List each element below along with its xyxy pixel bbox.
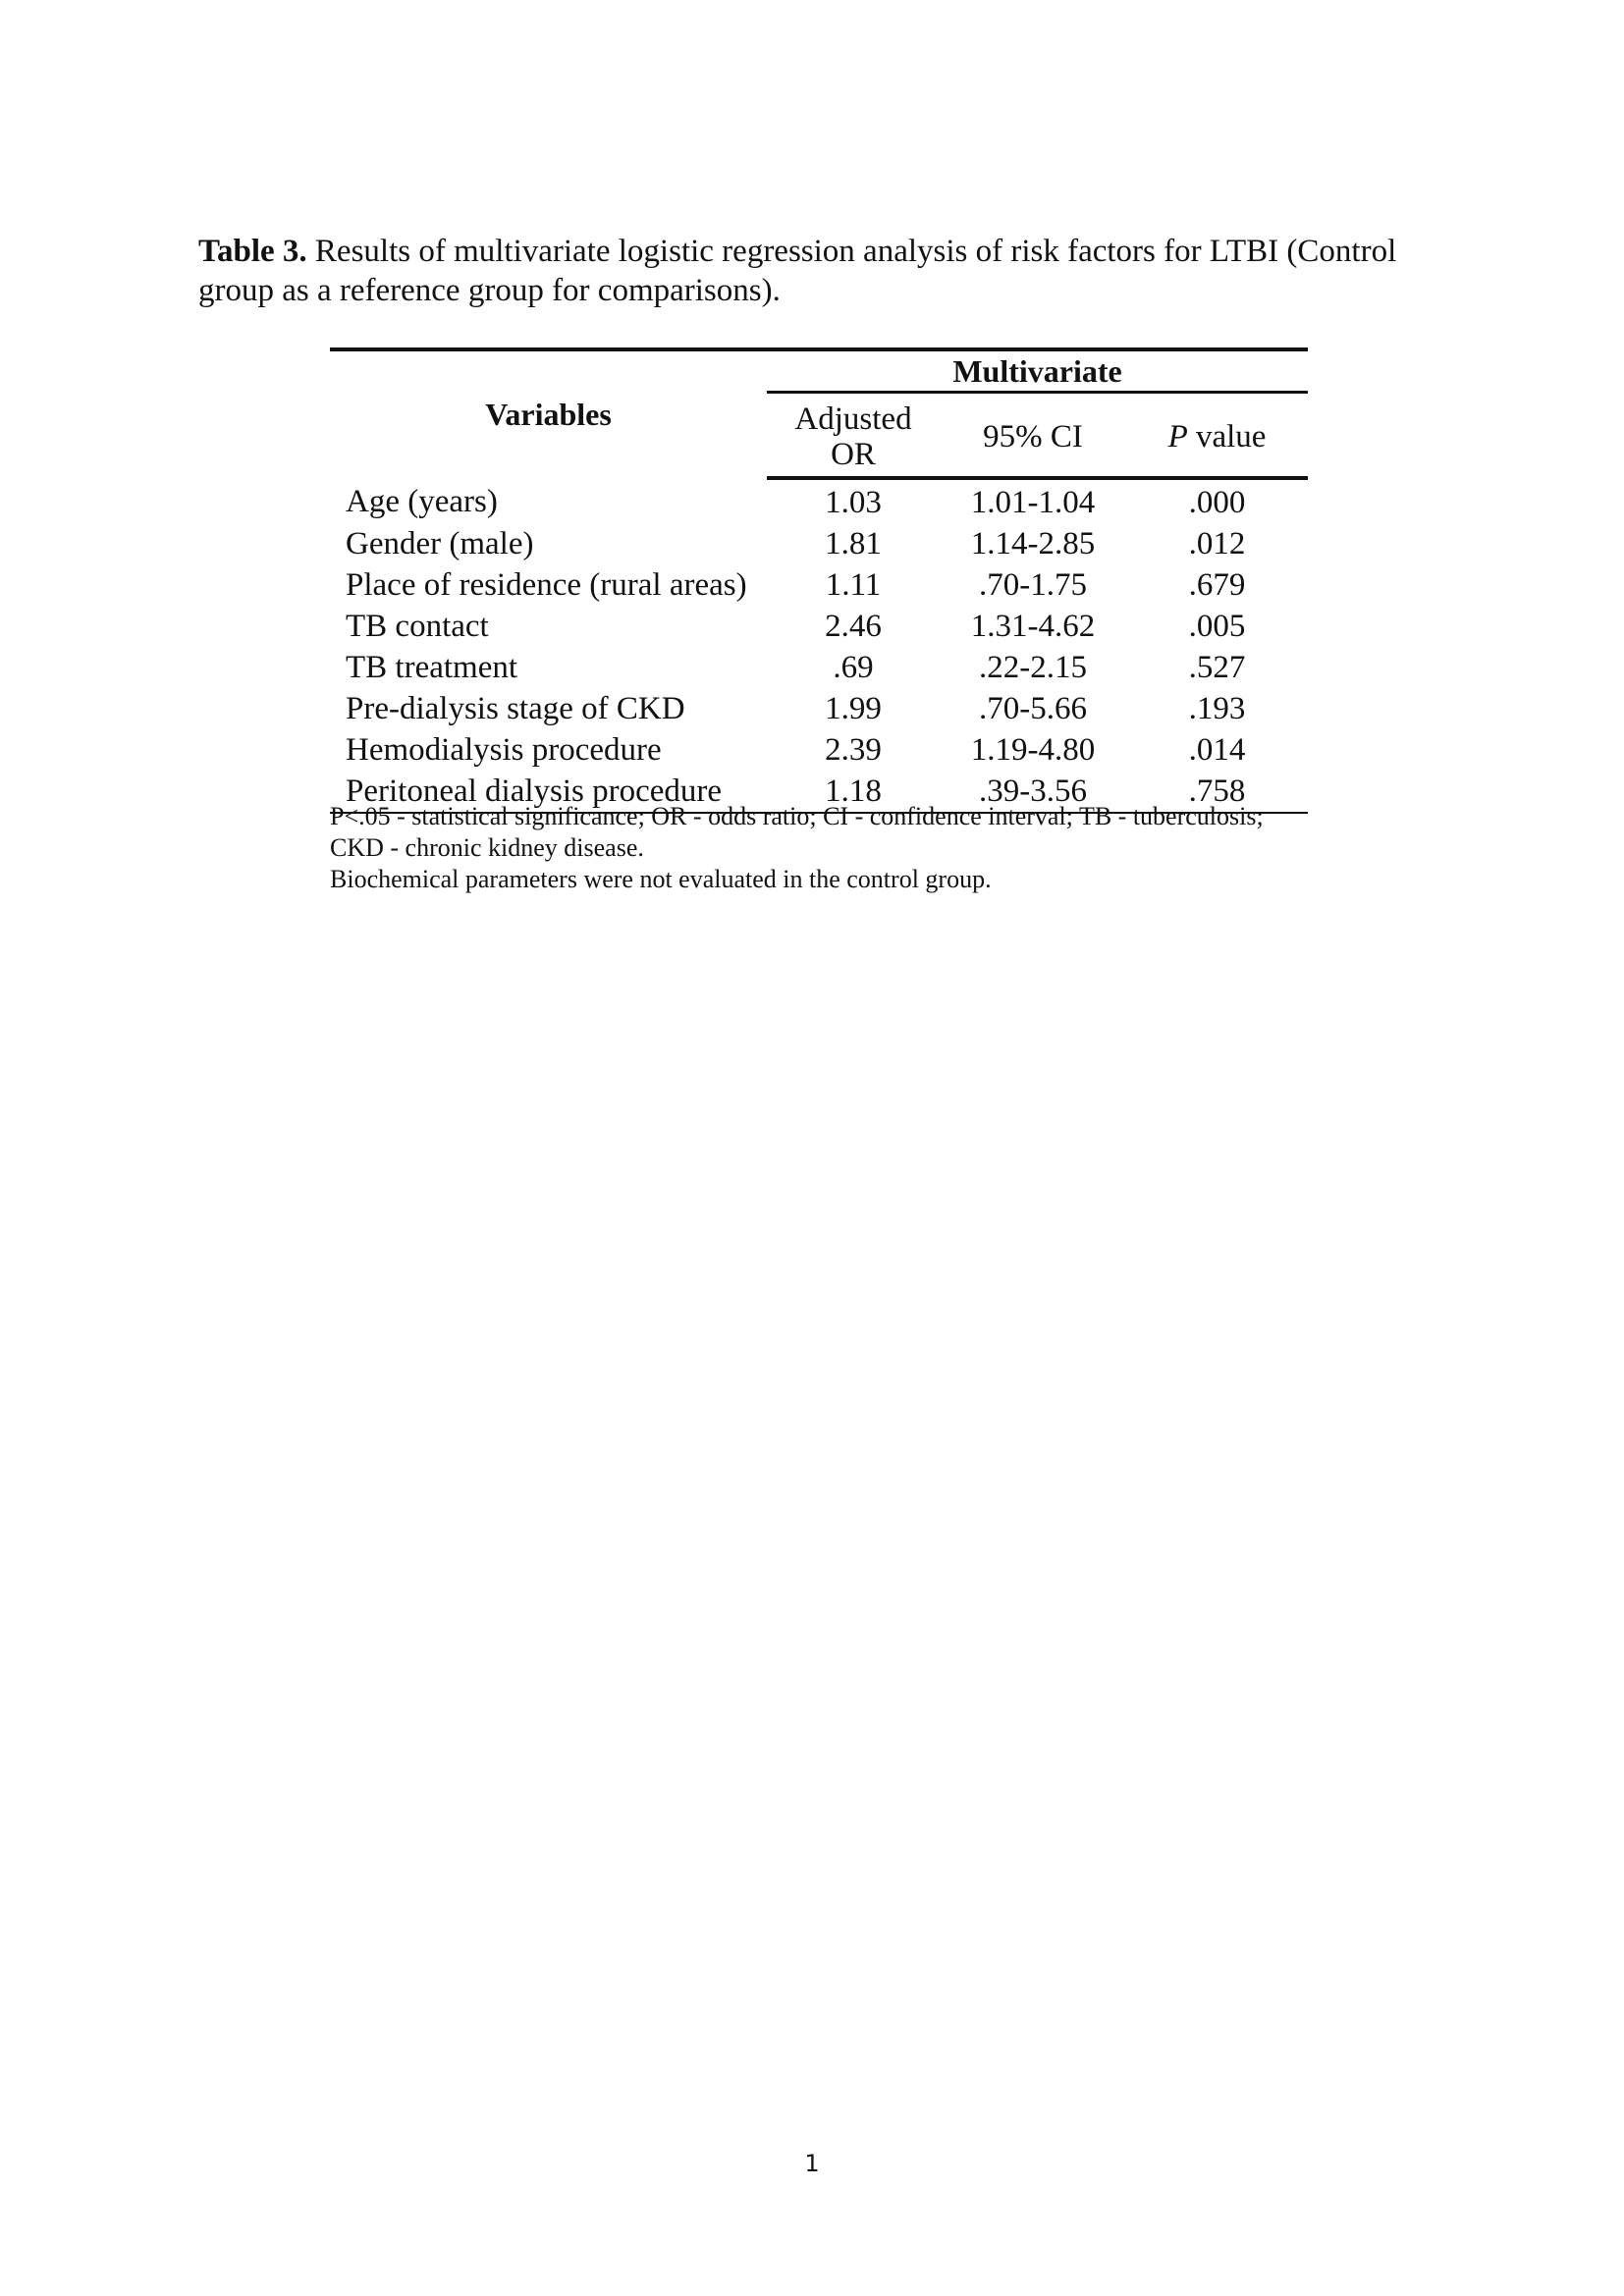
variable-cell: TB contact <box>346 609 489 644</box>
ci-cell: 1.19-4.80 <box>970 732 1096 768</box>
p-cell: .012 <box>1188 526 1246 561</box>
or-cell: 1.81 <box>825 526 882 561</box>
or-cell: .69 <box>833 650 874 685</box>
p-cell: .193 <box>1188 691 1246 726</box>
variable-cell: Gender (male) <box>346 526 534 561</box>
adjusted-or-line2: OR <box>831 437 876 472</box>
variable-cell: Peritoneal dialysis procedure <box>330 771 767 813</box>
ci-cell: .70-1.75 <box>979 567 1087 603</box>
p-value-italic: P <box>1167 419 1188 454</box>
ci-header: 95% CI <box>940 393 1126 479</box>
table-footnotes <box>330 801 1371 895</box>
ci-cell: .70-5.66 <box>979 691 1087 726</box>
page-number: 1 <box>804 2150 820 2177</box>
variable-cell: Age (years) <box>346 484 498 519</box>
results-table <box>330 347 1308 814</box>
or-cell: 1.99 <box>825 691 882 726</box>
footnote-line: CKD - chronic kidney disease. <box>330 833 644 862</box>
multivariate-header: Multivariate <box>767 349 1308 393</box>
table-row <box>330 606 1308 647</box>
table-caption <box>198 232 1455 310</box>
p-cell: .527 <box>1188 650 1246 685</box>
results-table-container <box>330 347 1308 814</box>
p-value-rest: value <box>1187 419 1267 454</box>
ci-cell: 1.14-2.85 <box>970 526 1096 561</box>
p-cell: .679 <box>1188 567 1246 603</box>
table-row <box>330 729 1308 771</box>
or-cell: 2.39 <box>825 732 882 768</box>
or-cell: 1.03 <box>825 485 882 520</box>
footnote-line: Biochemical parameters were not evaluated in the control group. <box>330 865 992 893</box>
variable-cell: Pre-dialysis stage of CKD <box>346 691 685 726</box>
table-row <box>330 647 1308 688</box>
ci-cell: 1.01-1.04 <box>970 485 1096 520</box>
footnote-line: P<.05 - statistical significance; OR - odds ratio; CI - confidence interval; TB - tuberculosis; <box>330 802 1264 830</box>
variable-cell: Place of residence (rural areas) <box>346 567 747 603</box>
p-cell: .014 <box>1188 732 1246 768</box>
variable-cell: TB treatment <box>346 650 518 685</box>
variable-cell: Hemodialysis procedure <box>346 732 662 768</box>
table-row <box>330 478 1308 523</box>
ci-cell: .39-3.56 <box>940 771 1126 813</box>
header-row-group <box>330 349 1308 393</box>
ci-cell: 1.31-4.62 <box>970 609 1096 644</box>
caption-text: Results of multivariate logistic regression analysis of risk factors for LTBI (Control group as a reference group for comparisons). <box>198 234 1397 308</box>
or-cell: 2.46 <box>825 609 882 644</box>
table-row <box>330 564 1308 606</box>
or-cell: 1.18 <box>767 771 940 813</box>
or-cell: 1.11 <box>825 567 882 603</box>
ci-cell: .22-2.15 <box>979 650 1087 685</box>
table-row <box>330 688 1308 729</box>
caption-label: Table 3. <box>198 234 307 269</box>
p-cell: .005 <box>1188 609 1246 644</box>
p-cell: .000 <box>1188 485 1246 520</box>
adjusted-or-header <box>767 393 940 479</box>
variables-header: Variables <box>330 349 767 478</box>
adjusted-or-line1: Adjusted <box>794 401 912 437</box>
p-value-header <box>1126 393 1308 479</box>
table-row <box>330 523 1308 564</box>
p-cell: .758 <box>1126 771 1308 813</box>
